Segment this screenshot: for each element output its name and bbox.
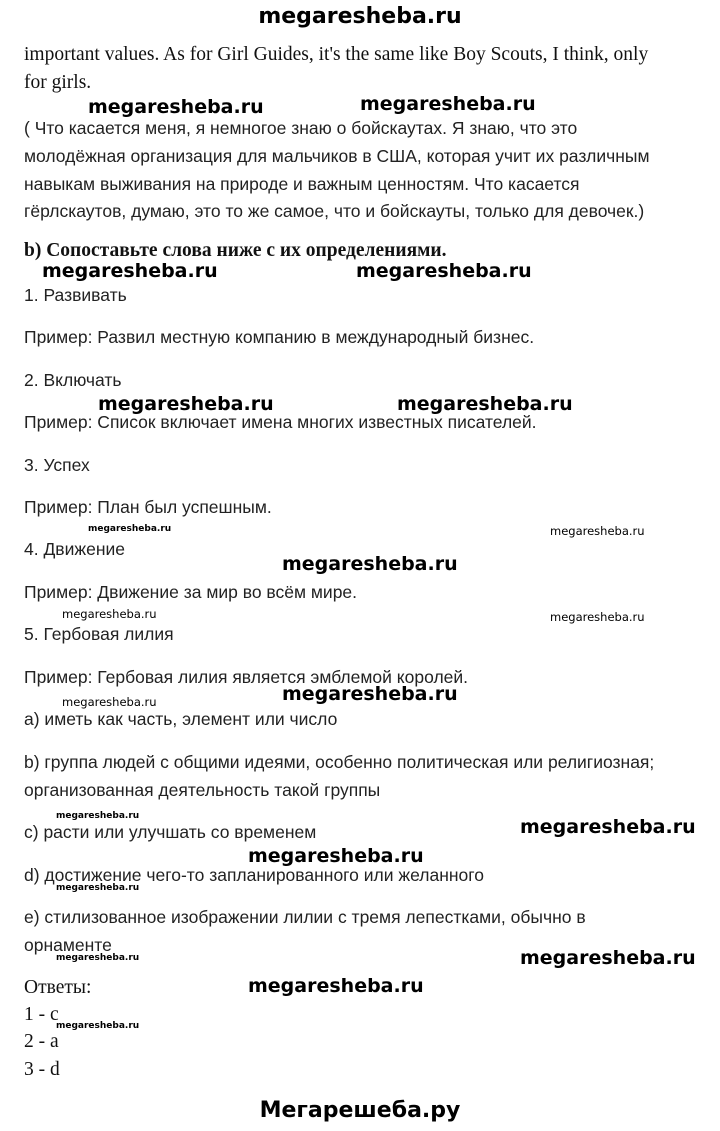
watermark: megaresheba.ru [397, 393, 573, 415]
example-4: Пример: Движение за мир во всём мире. [24, 582, 358, 602]
watermark: megaresheba.ru [282, 553, 458, 575]
intro-en-line-2: for girls. [24, 72, 92, 93]
answer-1: 1 - c [24, 1004, 59, 1025]
watermark: megaresheba.ru [88, 96, 264, 118]
watermark: megaresheba.ru [56, 883, 140, 893]
intro-en-line-1: important values. As for Girl Guides, it's the same like Boy Scouts, I think, only [24, 44, 649, 65]
word-1: 1. Развивать [24, 285, 127, 305]
word-3: 3. Успех [24, 455, 90, 475]
site-footer: Мегарешеба.ру [259, 1098, 461, 1123]
watermark: megaresheba.ru [360, 93, 536, 115]
task-heading: b) Сопоставьте слова ниже с их определениями. [24, 240, 447, 261]
word-4: 4. Движение [24, 539, 125, 559]
answer-2: 2 - a [24, 1031, 59, 1052]
intro-ru-line-1: ( Что касается меня, я немногое знаю о бойскаутах. Я знаю, что это [24, 118, 578, 138]
watermark: megaresheba.ru [356, 260, 532, 282]
watermark: megaresheba.ru [56, 953, 140, 963]
definition-b-line-2: организованная деятельность такой группы [24, 780, 381, 800]
intro-ru-line-2: молодёжная организация для мальчиков в США, которая учит их различным [24, 146, 650, 166]
definition-a: а) иметь как часть, элемент или число [24, 709, 338, 729]
watermark: megaresheba.ru [88, 524, 172, 534]
watermark: megaresheba.ru [520, 947, 696, 969]
answers-title: Ответы: [24, 977, 92, 998]
watermark: megaresheba.ru [98, 393, 274, 415]
intro-ru-line-4: гёрлскаутов, думаю, это то же самое, что и бойскауты, только для девочек.) [24, 201, 645, 221]
definition-e-line-2: орнаменте [24, 935, 112, 955]
watermark: megaresheba.ru [248, 975, 424, 997]
intro-ru-line-3: навыкам выживания на природе и важным ценностям. Что касается [24, 174, 580, 194]
example-2: Пример: Список включает имена многих известных писателей. [24, 412, 537, 432]
watermark: megaresheba.ru [56, 811, 140, 821]
definition-c: c) расти или улучшать со временем [24, 822, 317, 842]
watermark: megaresheba.ru [520, 816, 696, 838]
site-header: megaresheba.ru [258, 4, 462, 29]
word-2: 2. Включать [24, 370, 122, 390]
word-5: 5. Гербовая лилия [24, 624, 174, 644]
watermark: megaresheba.ru [56, 1021, 140, 1031]
definition-b-line-1: b) группа людей с общими идеями, особенно политическая или религиозная; [24, 752, 655, 772]
watermark: megaresheba.ru [62, 607, 157, 621]
example-3: Пример: План был успешным. [24, 497, 272, 517]
watermark: megaresheba.ru [550, 524, 645, 538]
watermark: megaresheba.ru [62, 695, 157, 709]
example-1: Пример: Развил местную компанию в международный бизнес. [24, 327, 535, 347]
watermark: megaresheba.ru [550, 610, 645, 624]
watermark: megaresheba.ru [282, 683, 458, 705]
definition-e-line-1: е) стилизованное изображении лилии с тремя лепестками, обычно в [24, 907, 586, 927]
answer-3: 3 - d [24, 1059, 60, 1080]
example-5: Пример: Гербовая лилия является эмблемой королей. [24, 667, 469, 687]
watermark: megaresheba.ru [42, 260, 218, 282]
watermark: megaresheba.ru [248, 845, 424, 867]
definition-d: d) достижение чего-то запланированного или желанного [24, 865, 484, 885]
